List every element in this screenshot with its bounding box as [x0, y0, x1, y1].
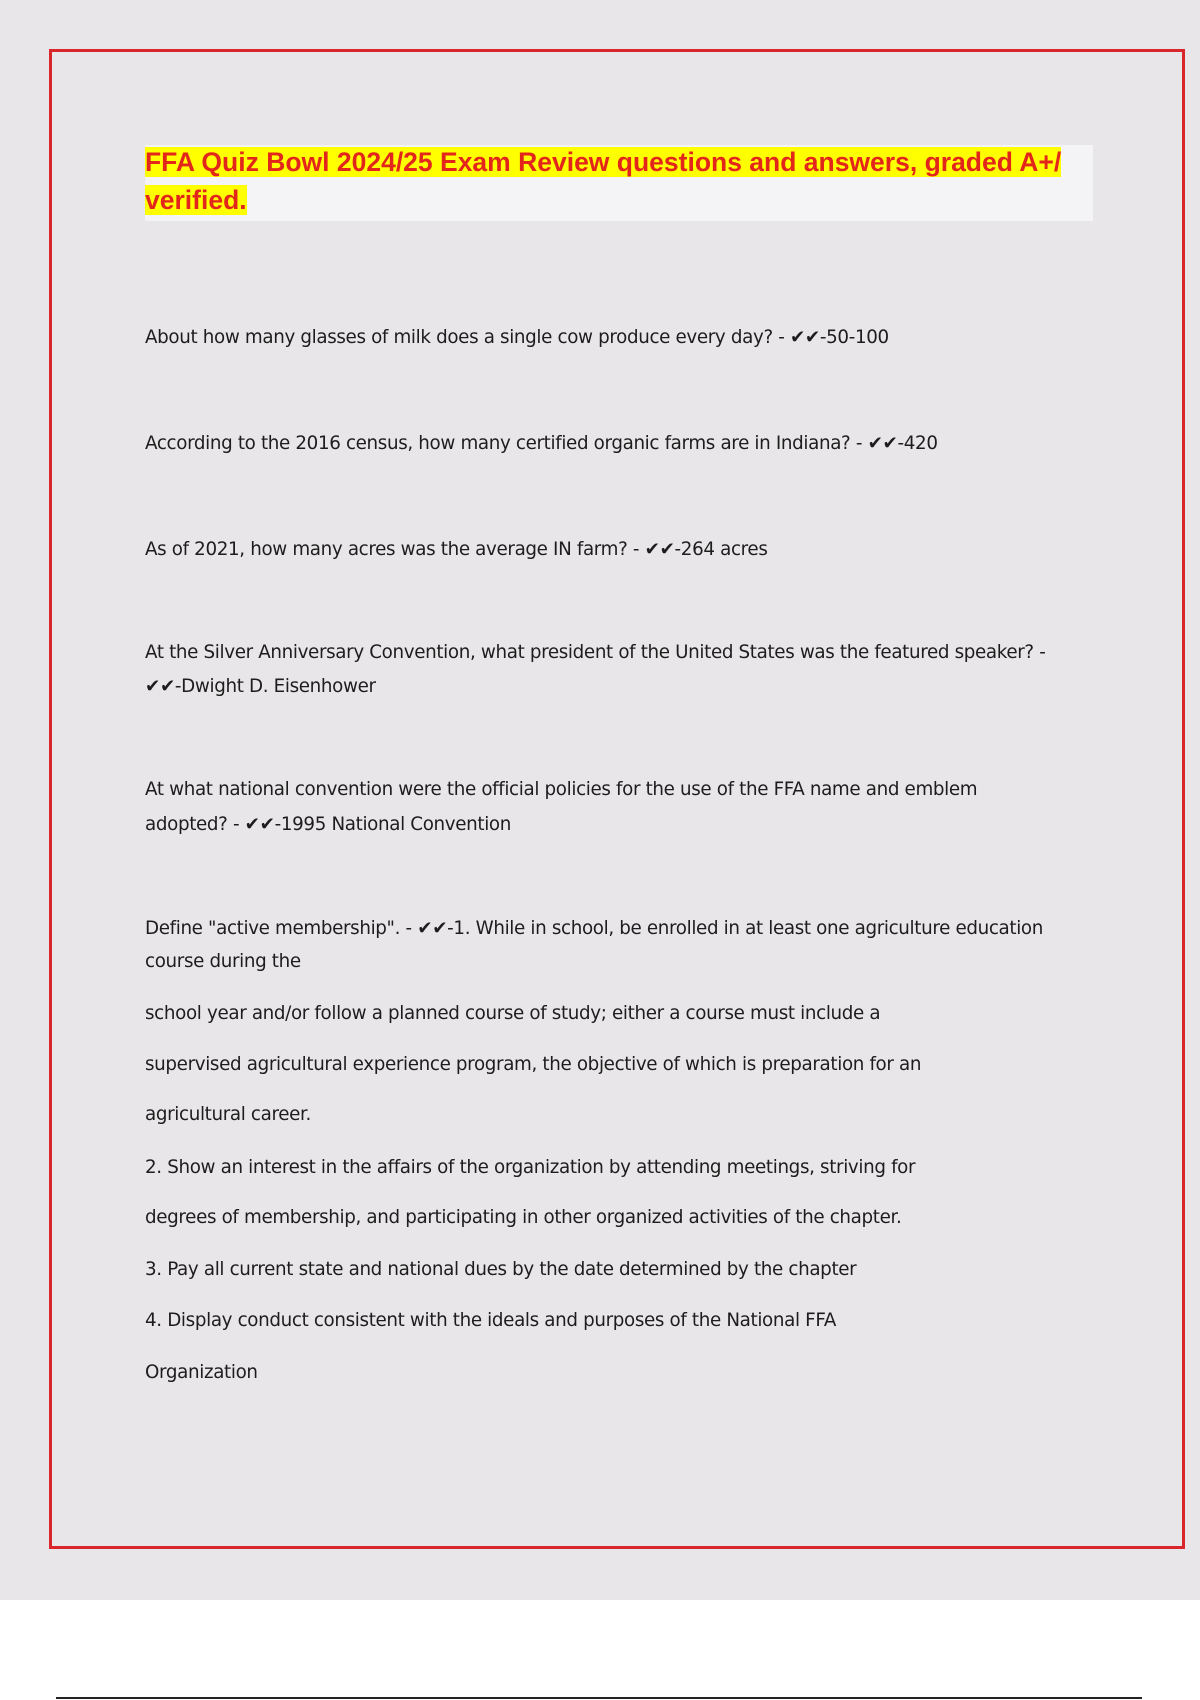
qa-line: 4. Display conduct consistent with the ideals and purposes of the National FFA — [145, 1310, 836, 1331]
qa-line: According to the 2016 census, how many certified organic farms are in Indiana? - ✔✔-420 — [145, 433, 938, 454]
qa-line: supervised agricultural experience program, the objective of which is preparation for an — [145, 1054, 922, 1075]
qa-line: Define "active membership". - ✔✔-1. While in school, be enrolled in at least one agriculture education — [145, 918, 1044, 939]
qa-line: 2. Show an interest in the affairs of the organization by attending meetings, striving for — [145, 1157, 916, 1178]
qa-line: course during the — [145, 951, 301, 972]
qa-line: At what national convention were the official policies for the use of the FFA name and emblem — [145, 779, 978, 800]
qa-line: 3. Pay all current state and national dues by the date determined by the chapter — [145, 1259, 857, 1280]
qa-line: degrees of membership, and participating in other organized activities of the chapter. — [145, 1207, 902, 1228]
qa-line: Organization — [145, 1362, 258, 1383]
footer-divider — [56, 1697, 1142, 1699]
qa-line: agricultural career. — [145, 1104, 311, 1125]
qa-line: ✔✔-Dwight D. Eisenhower — [145, 676, 376, 697]
qa-line: About how many glasses of milk does a single cow produce every day? - ✔✔-50-100 — [145, 327, 889, 348]
title-highlight: FFA Quiz Bowl 2024/25 Exam Review questions and answers, graded A+/ verified. — [145, 147, 1062, 215]
qa-line: adopted? - ✔✔-1995 National Convention — [145, 814, 512, 835]
document-title — [145, 143, 1085, 219]
qa-line: At the Silver Anniversary Convention, what president of the United States was the featured speaker? - — [145, 642, 1046, 663]
qa-line: As of 2021, how many acres was the average IN farm? - ✔✔-264 acres — [145, 539, 768, 560]
qa-line: school year and/or follow a planned course of study; either a course must include a — [145, 1003, 881, 1024]
